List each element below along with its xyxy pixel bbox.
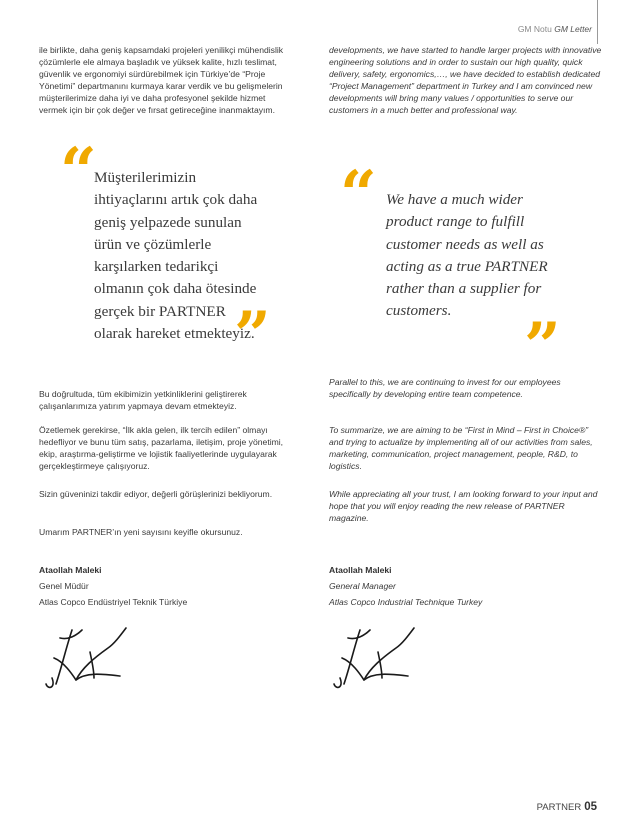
tr-paragraph-2: Özetlemek gerekirse, “İlk akla gelen, ilk tercih edilen” olmayı hedefliyor ve bunu tüm satış, pazarlama, iletişim, proje yönetimi, ekip, araştırma-geliştirme ve lojistik faaliyetlerinde uygulayarak gerçekleştirmeye çalışıyoruz. [39,425,284,472]
en-paragraph-1: Parallel to this, we are continuing to invest for our employees specifically by developing entire team competence. [329,377,561,400]
open-quote-icon-en: “ [340,157,377,232]
tr-paragraph-1: Bu doğrultuda, tüm ekibimizin yetkinliklerini geliştirerek çalışanlarımıza yatırım yapmaya devam etmekteyiz. [39,389,247,412]
en-signer-name: Ataollah Maleki [329,565,392,575]
en-paragraph-3: While appreciating all your trust, I am looking forward to your input and hope that you will enjoy reading the new release of PARTNER magazine. [329,489,598,524]
magazine-name: PARTNER [536,802,582,813]
tr-paragraph-4: Umarım PARTNER’ın yeni sayısını keyifle okursunuz. [39,527,243,537]
tr-signer-name: Ataollah Maleki [39,565,102,575]
close-quote-icon-en: ” [524,309,561,384]
tr-signer-title: Genel Müdür [39,581,89,591]
en-pull-quote: We have a much wider product range to fulfill customer needs as well as acting as a true PARTNER rather than a supplier for customers. [386,191,548,320]
running-header [518,24,592,34]
page-footer [537,801,597,813]
en-intro-paragraph: developments, we have started to handle larger projects with innovative engineering solutions and in order to sustain our high quality, quick delivery, safety, ergonomics,…, we have decided to establish dedicated “Project Management” department in Turkey and I am convinced new developments will bring many values / opportunities to serve our customers in a much better and professional way. [329,45,602,116]
tr-signer-company: Atlas Copco Endüstriyel Teknik Türkiye [39,597,188,607]
page-number: 05 [584,801,597,813]
tr-paragraph-3: Sizin güveninizi takdir ediyor, değerli görüşlerinizi bekliyorum. [39,489,273,499]
signature-image-en [330,618,420,693]
tr-pull-quote: Müşterilerimizin ihtiyaçlarını artık çok daha geniş yelpazede sunulan ürün ve çözümlerle karşılarken tedarikçi olmanın çok daha ötesinde gerçek bir PARTNER olarak hareket etmekteyiz. [94,169,258,343]
section-label: GM Notu [517,24,552,34]
header-divider [597,0,598,44]
open-quote-icon: “ [60,134,97,209]
tr-intro-paragraph: ile birlikte, daha geniş kapsamdaki projeleri yenilikçi mühendislik çözümlerle ele almaya başladık ve yüksek kalite, hızlı teslimat, güvenlik ve ergonomiyi sürdürebilmek için Türkiye’de “Proje Yönetimi” departmanını kurmaya karar verdik ve bu gelişmelerin müşterilerimize daha iyi ve daha profesyonel şekilde hizmet vermek için bir çok değer ve fırsat getireceğine inanmaktayım. [39,45,284,116]
en-paragraph-2: To summarize, we are aiming to be “First in Mind – First in Choice®” and trying to actualize by implementing all of our activities from sales, marketing, communication, project management, people, R&D, to logistics. [329,425,593,472]
section-label-en: GM Letter [554,24,592,34]
close-quote-icon: ” [234,298,271,373]
en-signer-title: General Manager [329,581,396,591]
signature-image [42,618,132,693]
en-signer-company: Atlas Copco Industrial Technique Turkey [329,597,483,607]
